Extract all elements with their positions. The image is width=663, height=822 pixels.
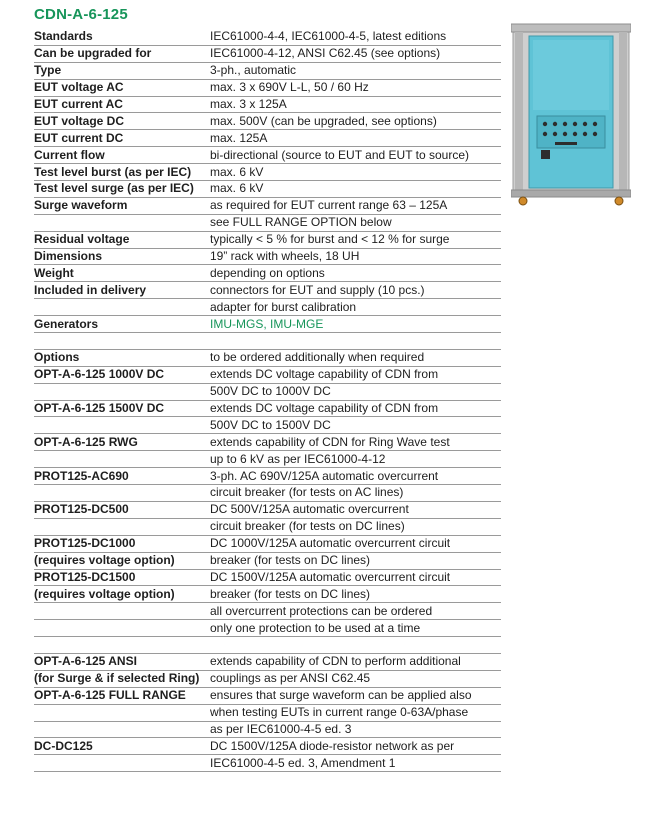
table-row xyxy=(34,401,501,418)
row-label: Type xyxy=(34,63,62,78)
row-value: extends capability of CDN for Ring Wave test xyxy=(210,434,450,449)
row-label xyxy=(34,417,209,433)
row-value: adapter for burst calibration xyxy=(210,299,357,314)
row-value: ensures that surge waveform can be applied also xyxy=(210,688,472,703)
row-label: Residual voltage xyxy=(34,232,130,247)
row-label xyxy=(34,451,209,467)
row-value: max. 6 kV xyxy=(210,164,264,179)
table-row xyxy=(34,519,501,536)
row-value: connectors for EUT and supply (10 pcs.) xyxy=(210,282,425,297)
row-value: extends DC voltage capability of CDN from xyxy=(210,367,439,382)
table-row xyxy=(34,755,501,772)
table-row xyxy=(34,654,501,671)
table-row xyxy=(34,249,501,266)
row-label xyxy=(34,755,209,771)
table-row xyxy=(34,282,501,299)
row-label: OPT-A-6-125 FULL RANGE xyxy=(34,688,186,703)
table-row xyxy=(34,46,501,63)
row-label: (for Surge & if selected Ring) xyxy=(34,671,200,686)
row-label: (requires voltage option) xyxy=(34,553,175,568)
row-label xyxy=(34,620,209,636)
row-value: see FULL RANGE OPTION below xyxy=(210,215,392,230)
row-value: as required for EUT current range 63 – 125A xyxy=(210,198,448,213)
row-value: all overcurrent protections can be ordered xyxy=(210,603,433,618)
row-label: PROT125-AC690 xyxy=(34,468,129,483)
row-label xyxy=(34,637,209,653)
row-label: EUT voltage AC xyxy=(34,80,124,95)
table-row xyxy=(34,586,501,603)
row-label: Current flow xyxy=(34,147,105,162)
row-value: max. 125A xyxy=(210,130,268,145)
table-row xyxy=(34,215,501,232)
row-label: EUT current DC xyxy=(34,130,124,145)
row-value: up to 6 kV as per IEC61000-4-12 xyxy=(210,451,386,466)
equipment-cabinet-icon xyxy=(511,22,631,206)
row-label: Standards xyxy=(34,29,93,44)
page-title: CDN-A-6-125 xyxy=(34,6,128,23)
row-value: bi-directional (source to EUT and EUT to source) xyxy=(210,147,470,162)
row-label: Can be upgraded for xyxy=(34,46,152,61)
table-row xyxy=(34,671,501,688)
table-row xyxy=(34,722,501,739)
table-row xyxy=(34,113,501,130)
table-row xyxy=(34,570,501,587)
row-label xyxy=(34,384,209,400)
row-label: Options xyxy=(34,350,80,365)
row-value: circuit breaker (for tests on DC lines) xyxy=(210,519,405,534)
row-value: depending on options xyxy=(210,265,325,280)
table-row xyxy=(34,637,501,654)
row-label xyxy=(34,215,209,231)
row-value: max. 3 x 125A xyxy=(210,97,287,111)
row-value: when testing EUTs in current range 0-63A/phase xyxy=(210,705,469,720)
row-label: EUT voltage DC xyxy=(34,113,125,128)
table-row xyxy=(34,417,501,434)
table-row xyxy=(34,97,501,114)
row-value: extends capability of CDN to perform additional xyxy=(210,654,461,669)
row-label: EUT current AC xyxy=(34,97,123,111)
row-label: OPT-A-6-125 ANSI xyxy=(34,654,137,669)
table-row xyxy=(34,63,501,80)
row-value: circuit breaker (for tests on AC lines) xyxy=(210,485,404,500)
table-row xyxy=(34,350,501,367)
row-value: max. 3 x 690V L-L, 50 / 60 Hz xyxy=(210,80,369,95)
row-value: IMU-MGS, IMU-MGE xyxy=(210,316,324,331)
table-row xyxy=(34,536,501,553)
row-label: Included in delivery xyxy=(34,282,147,297)
row-value: DC 1000V/125A automatic overcurrent circuit xyxy=(210,536,451,551)
row-value: IEC61000-4-12, ANSI C62.45 (see options) xyxy=(210,46,441,61)
row-value: typically < 5 % for burst and < 12 % for surge xyxy=(210,232,450,247)
row-label: PROT125-DC1500 xyxy=(34,569,136,584)
row-label: OPT-A-6-125 1500V DC xyxy=(34,401,165,416)
table-row xyxy=(34,468,501,485)
row-value xyxy=(209,637,501,653)
table-row xyxy=(34,603,501,620)
row-label xyxy=(34,485,209,501)
table-row xyxy=(34,688,501,705)
table-row xyxy=(34,80,501,97)
row-value: breaker (for tests on DC lines) xyxy=(210,553,371,568)
row-label: PROT125-DC500 xyxy=(34,502,129,517)
row-value: only one protection to be used at a time xyxy=(210,620,421,635)
row-value: max. 6 kV xyxy=(210,181,264,196)
row-label xyxy=(34,519,209,535)
row-value: DC 1500V/125A automatic overcurrent circuit xyxy=(210,569,451,584)
row-value: 3-ph., automatic xyxy=(210,63,297,78)
table-row xyxy=(34,164,501,181)
table-row xyxy=(34,147,501,164)
row-value: 3-ph. AC 690V/125A automatic overcurrent xyxy=(210,468,439,483)
row-value: 500V DC to 1500V DC xyxy=(210,417,331,432)
row-label xyxy=(34,722,209,738)
table-row xyxy=(34,265,501,282)
row-label xyxy=(34,705,209,721)
row-label: OPT-A-6-125 RWG xyxy=(34,434,138,449)
row-label: Generators xyxy=(34,316,99,331)
row-label: Dimensions xyxy=(34,249,103,264)
table-row xyxy=(34,620,501,637)
table-row xyxy=(34,705,501,722)
table-row xyxy=(34,485,501,502)
row-value: to be ordered additionally when required xyxy=(210,350,425,365)
row-value: 500V DC to 1000V DC xyxy=(210,384,331,399)
table-row xyxy=(34,738,501,755)
table-row xyxy=(34,316,501,333)
table-row xyxy=(34,232,501,249)
table-row xyxy=(34,181,501,198)
row-label: PROT125-DC1000 xyxy=(34,536,136,551)
row-label xyxy=(34,299,209,315)
table-row xyxy=(34,130,501,147)
row-label: Weight xyxy=(34,265,74,280)
row-label: Test level burst (as per IEC) xyxy=(34,164,192,179)
row-label: DC-DC125 xyxy=(34,738,93,753)
row-label: OPT-A-6-125 1000V DC xyxy=(34,367,165,382)
row-label xyxy=(34,333,209,349)
table-row xyxy=(34,384,501,401)
row-value: breaker (for tests on DC lines) xyxy=(210,586,371,601)
row-value: max. 500V (can be upgraded, see options) xyxy=(210,113,437,128)
row-value: IEC61000-4-4, IEC61000-4-5, latest editions xyxy=(210,29,447,44)
row-value: 19” rack with wheels, 18 UH xyxy=(210,249,360,264)
row-label xyxy=(34,603,209,619)
table-row xyxy=(34,333,501,350)
table-row xyxy=(34,367,501,384)
table-row xyxy=(34,198,501,215)
row-value: IEC61000-4-5 ed. 3, Amendment 1 xyxy=(210,755,396,770)
table-row xyxy=(34,434,501,451)
table-row xyxy=(34,502,501,519)
row-label: (requires voltage option) xyxy=(34,586,175,601)
row-value xyxy=(209,333,501,349)
row-value: extends DC voltage capability of CDN from xyxy=(210,401,439,416)
table-row xyxy=(34,299,501,316)
row-value: DC 500V/125A automatic overcurrent xyxy=(210,502,409,517)
row-label: Surge waveform xyxy=(34,198,128,213)
spec-table xyxy=(34,29,501,772)
table-row xyxy=(34,29,501,46)
table-row xyxy=(34,451,501,468)
row-value: as per IEC61000-4-5 ed. 3 xyxy=(210,721,352,736)
table-row xyxy=(34,553,501,570)
row-value: DC 1500V/125A diode-resistor network as per xyxy=(210,738,455,753)
row-label: Test level surge (as per IEC) xyxy=(34,181,194,196)
row-value: couplings as per ANSI C62.45 xyxy=(210,671,371,686)
